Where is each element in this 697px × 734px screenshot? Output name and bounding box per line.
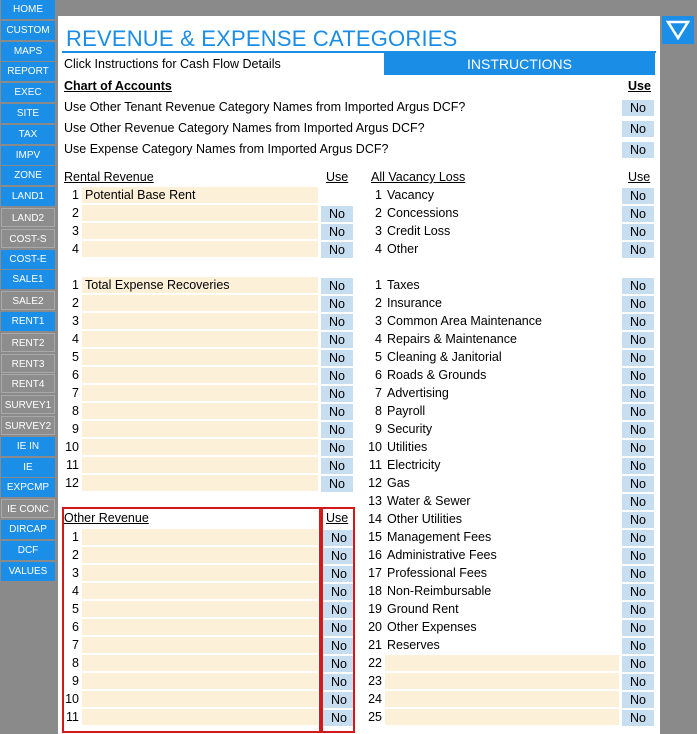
rental-revenue-use-toggle[interactable]: No: [321, 224, 353, 240]
expense-name: Insurance: [387, 296, 442, 310]
nav-values[interactable]: VALUES: [1, 562, 55, 581]
row-number: 20: [368, 620, 382, 634]
page-title: REVENUE & EXPENSE CATEGORIES: [66, 26, 458, 51]
rental-revenue-name-cell[interactable]: [82, 205, 318, 221]
expense-use-toggle[interactable]: No: [622, 548, 654, 564]
expense-use-toggle[interactable]: No: [622, 692, 654, 708]
expense-use-toggle[interactable]: No: [622, 386, 654, 402]
question-use-toggle[interactable]: No: [622, 121, 654, 137]
nav-expcmp[interactable]: EXPCMP: [1, 478, 55, 497]
recovery-use-toggle[interactable]: No: [321, 278, 353, 294]
question-label: Use Expense Category Names from Imported Argus DCF?: [64, 142, 389, 156]
other-revenue-use-toggle[interactable]: No: [323, 674, 355, 690]
row-number: 1: [375, 278, 382, 292]
vacancy-heading: All Vacancy Loss: [371, 170, 466, 184]
row-number: 13: [368, 494, 382, 508]
row-number: 14: [368, 512, 382, 526]
expense-use-toggle[interactable]: No: [622, 296, 654, 312]
row-number: 3: [72, 314, 79, 328]
nav-rent1[interactable]: RENT1: [1, 312, 55, 331]
recovery-use-toggle[interactable]: No: [321, 422, 353, 438]
expense-use-toggle[interactable]: No: [622, 476, 654, 492]
nav-ie-conc[interactable]: IE CONC: [1, 499, 55, 518]
expense-name: Common Area Maintenance: [387, 314, 542, 328]
row-number: 3: [72, 566, 79, 580]
instructions-hint: Click Instructions for Cash Flow Details: [64, 57, 281, 71]
other-revenue-use-toggle[interactable]: No: [323, 566, 355, 582]
row-number: 5: [375, 350, 382, 364]
row-number: 17: [368, 566, 382, 580]
row-number: 23: [368, 674, 382, 688]
expense-name: Professional Fees: [387, 566, 488, 580]
recovery-use-toggle[interactable]: No: [321, 332, 353, 348]
other-revenue-use-toggle[interactable]: No: [323, 638, 355, 654]
expense-use-toggle[interactable]: No: [622, 674, 654, 690]
expense-use-toggle[interactable]: No: [622, 584, 654, 600]
row-number: 10: [65, 692, 79, 706]
expense-name: Gas: [387, 476, 410, 490]
row-number: 6: [375, 368, 382, 382]
row-number: 5: [72, 602, 79, 616]
recovery-use-toggle[interactable]: No: [321, 350, 353, 366]
row-number: 9: [375, 422, 382, 436]
nav-zone[interactable]: ZONE: [1, 166, 55, 185]
recovery-name-cell[interactable]: [82, 295, 318, 311]
expense-use-toggle[interactable]: No: [622, 512, 654, 528]
vacancy-use-heading: Use: [628, 170, 651, 184]
row-number: 12: [65, 476, 79, 490]
row-number: 5: [72, 350, 79, 364]
row-number: 1: [72, 530, 79, 544]
expense-name-cell[interactable]: [385, 709, 619, 725]
nav-land2[interactable]: LAND2: [1, 208, 55, 227]
nav-survey2[interactable]: SURVEY2: [1, 416, 55, 435]
row-number: 9: [72, 422, 79, 436]
vacancy-name: Credit Loss: [387, 224, 451, 238]
row-number: 1: [72, 278, 79, 292]
expense-name: Administrative Fees: [387, 548, 497, 562]
nav-report[interactable]: REPORT: [1, 62, 55, 81]
expense-name: Other Expenses: [387, 620, 477, 634]
row-number: 11: [66, 710, 79, 724]
sheet-navigation: [0, 0, 56, 582]
expense-use-toggle[interactable]: No: [622, 458, 654, 474]
nav-ie[interactable]: IE: [1, 458, 55, 477]
nav-survey1[interactable]: SURVEY1: [1, 395, 55, 414]
row-number: 1: [72, 188, 79, 202]
vacancy-use-toggle[interactable]: No: [622, 224, 654, 240]
row-number: 21: [368, 638, 382, 652]
nav-dircap[interactable]: DIRCAP: [1, 520, 55, 539]
expense-use-toggle[interactable]: No: [622, 278, 654, 294]
nav-cost-s[interactable]: COST-S: [1, 229, 55, 248]
nav-cost-e[interactable]: COST-E: [1, 250, 55, 269]
recovery-name-cell[interactable]: [82, 313, 318, 329]
row-number: 10: [65, 440, 79, 454]
nav-rent4[interactable]: RENT4: [1, 374, 55, 393]
nav-ie-in[interactable]: IE IN: [1, 437, 55, 456]
row-number: 4: [72, 332, 79, 346]
recovery-name-cell[interactable]: Total Expense Recoveries: [82, 277, 318, 293]
expense-name-cell[interactable]: [385, 655, 619, 671]
other-revenue-use-toggle[interactable]: No: [323, 692, 355, 708]
expense-use-toggle[interactable]: No: [622, 530, 654, 546]
row-number: 8: [72, 404, 79, 418]
nav-rent2[interactable]: RENT2: [1, 333, 55, 352]
expense-name: Utilities: [387, 440, 428, 454]
scroll-down-button[interactable]: [662, 16, 694, 44]
row-number: 4: [72, 242, 79, 256]
recovery-use-toggle[interactable]: No: [321, 440, 353, 456]
row-number: 11: [66, 458, 79, 472]
expense-name: Taxes: [387, 278, 420, 292]
expense-use-toggle[interactable]: No: [622, 314, 654, 330]
row-number: 15: [368, 530, 382, 544]
row-number: 2: [375, 206, 382, 220]
row-number: 9: [72, 674, 79, 688]
row-number: 6: [72, 368, 79, 382]
expense-name-cell[interactable]: [385, 691, 619, 707]
expense-name: Repairs & Maintenance: [387, 332, 517, 346]
other-revenue-use-toggle[interactable]: No: [323, 548, 355, 564]
vacancy-name: Other: [387, 242, 419, 256]
expense-use-toggle[interactable]: No: [622, 422, 654, 438]
question-label: Use Other Tenant Revenue Category Names from Imported Argus DCF?: [64, 100, 466, 114]
recovery-use-toggle[interactable]: No: [321, 458, 353, 474]
expense-name: Security: [387, 422, 433, 436]
other-revenue-use-toggle[interactable]: No: [323, 584, 355, 600]
other-revenue-use-toggle[interactable]: No: [323, 620, 355, 636]
recovery-use-toggle[interactable]: No: [321, 296, 353, 312]
expense-name: Management Fees: [387, 530, 492, 544]
expense-name: Ground Rent: [387, 602, 459, 616]
triangle-down-icon: [662, 16, 694, 44]
question-use-toggle[interactable]: No: [622, 100, 654, 116]
recovery-name-cell[interactable]: [82, 475, 318, 491]
recovery-name-cell[interactable]: [82, 421, 318, 437]
row-number: 3: [72, 224, 79, 238]
nav-custom[interactable]: CUSTOM: [1, 21, 55, 40]
row-number: 3: [375, 224, 382, 238]
row-number: 4: [72, 584, 79, 598]
rental-revenue-name-cell[interactable]: [82, 241, 318, 257]
other-revenue-use-toggle[interactable]: No: [323, 656, 355, 672]
row-number: 2: [72, 548, 79, 562]
row-number: 1: [375, 188, 382, 202]
expense-use-toggle[interactable]: No: [622, 602, 654, 618]
expense-name: Water & Sewer: [387, 494, 471, 508]
worksheet: [58, 16, 660, 734]
row-number: 2: [375, 296, 382, 310]
expense-name: Advertising: [387, 386, 449, 400]
expense-use-toggle[interactable]: No: [622, 620, 654, 636]
other-revenue-use-toggle[interactable]: No: [323, 602, 355, 618]
row-number: 7: [72, 638, 79, 652]
expense-use-toggle[interactable]: No: [622, 332, 654, 348]
row-number: 11: [369, 458, 382, 472]
rental-use-heading: Use: [326, 170, 349, 184]
question-label: Use Other Revenue Category Names from Imported Argus DCF?: [64, 121, 425, 135]
expense-name: Payroll: [387, 404, 426, 418]
expense-name: Roads & Grounds: [387, 368, 487, 382]
nav-land1[interactable]: LAND1: [1, 187, 55, 206]
row-number: 7: [72, 386, 79, 400]
recovery-use-toggle[interactable]: No: [321, 368, 353, 384]
row-number: 19: [368, 602, 382, 616]
expense-use-toggle[interactable]: No: [622, 710, 654, 726]
expense-name: Non-Reimbursable: [387, 584, 492, 598]
nav-site[interactable]: SITE: [1, 104, 55, 123]
rental-revenue-name-cell[interactable]: Potential Base Rent: [82, 187, 318, 203]
other-revenue-highlight: [62, 507, 321, 733]
row-number: 2: [72, 296, 79, 310]
recovery-name-cell[interactable]: [82, 385, 318, 401]
row-number: 8: [375, 404, 382, 418]
expense-use-toggle[interactable]: No: [622, 656, 654, 672]
other-revenue-use-highlight: [321, 507, 355, 733]
nav-sale1[interactable]: SALE1: [1, 270, 55, 289]
recovery-use-toggle[interactable]: No: [321, 476, 353, 492]
vacancy-name: Vacancy: [387, 188, 435, 202]
rental-revenue-name-cell[interactable]: [82, 223, 318, 239]
expense-name: Reserves: [387, 638, 440, 652]
expense-name-cell[interactable]: [385, 673, 619, 689]
expense-name: Electricity: [387, 458, 441, 472]
expense-use-toggle[interactable]: No: [622, 494, 654, 510]
vacancy-use-toggle[interactable]: No: [622, 188, 654, 204]
row-number: 4: [375, 332, 382, 346]
other-revenue-use-heading: Use: [326, 511, 349, 525]
nav-sale2[interactable]: SALE2: [1, 291, 55, 310]
vacancy-use-toggle[interactable]: No: [622, 206, 654, 222]
nav-home[interactable]: HOME: [1, 0, 55, 19]
expense-use-toggle[interactable]: No: [622, 368, 654, 384]
nav-dcf[interactable]: DCF: [1, 541, 55, 560]
recovery-name-cell[interactable]: [82, 403, 318, 419]
nav-maps[interactable]: MAPS: [1, 42, 55, 61]
recovery-use-toggle[interactable]: No: [321, 314, 353, 330]
recovery-name-cell[interactable]: [82, 331, 318, 347]
question-use-toggle[interactable]: No: [622, 142, 654, 158]
vacancy-name: Concessions: [387, 206, 459, 220]
nav-rent3[interactable]: RENT3: [1, 354, 55, 373]
recovery-name-cell[interactable]: [82, 367, 318, 383]
expense-use-toggle[interactable]: No: [622, 440, 654, 456]
recovery-name-cell[interactable]: [82, 349, 318, 365]
rental-revenue-use-toggle[interactable]: No: [321, 242, 353, 258]
expense-use-toggle[interactable]: No: [622, 638, 654, 654]
row-number: 2: [72, 206, 79, 220]
nav-exec[interactable]: EXEC: [1, 83, 55, 102]
row-number: 25: [368, 710, 382, 724]
other-revenue-heading: Other Revenue: [64, 511, 149, 525]
recovery-use-toggle[interactable]: No: [321, 404, 353, 420]
recovery-use-toggle[interactable]: No: [321, 386, 353, 402]
expense-use-toggle[interactable]: No: [622, 404, 654, 420]
row-number: 6: [72, 620, 79, 634]
expense-name: Cleaning & Janitorial: [387, 350, 502, 364]
expense-use-toggle[interactable]: No: [622, 566, 654, 582]
nav-tax[interactable]: TAX: [1, 125, 55, 144]
recovery-name-cell[interactable]: [82, 439, 318, 455]
other-revenue-use-toggle[interactable]: No: [323, 530, 355, 546]
row-number: 4: [375, 242, 382, 256]
rental-revenue-heading: Rental Revenue: [64, 170, 154, 184]
other-revenue-use-toggle[interactable]: No: [323, 710, 355, 726]
row-number: 10: [368, 440, 382, 454]
expense-use-toggle[interactable]: No: [622, 350, 654, 366]
row-number: 8: [72, 656, 79, 670]
row-number: 16: [368, 548, 382, 562]
nav-impv[interactable]: IMPV: [1, 146, 55, 165]
chart-of-accounts-heading: Chart of Accounts: [64, 79, 172, 93]
row-number: 24: [368, 692, 382, 706]
row-number: 22: [368, 656, 382, 670]
row-number: 18: [368, 584, 382, 598]
recovery-name-cell[interactable]: [82, 457, 318, 473]
rental-revenue-use-toggle[interactable]: No: [321, 206, 353, 222]
row-number: 7: [375, 386, 382, 400]
expense-name: Other Utilities: [387, 512, 463, 526]
row-number: 12: [368, 476, 382, 490]
row-number: 3: [375, 314, 382, 328]
vacancy-use-toggle[interactable]: No: [622, 242, 654, 258]
use-column-heading: Use: [628, 79, 651, 93]
instructions-button[interactable]: INSTRUCTIONS: [384, 53, 655, 75]
